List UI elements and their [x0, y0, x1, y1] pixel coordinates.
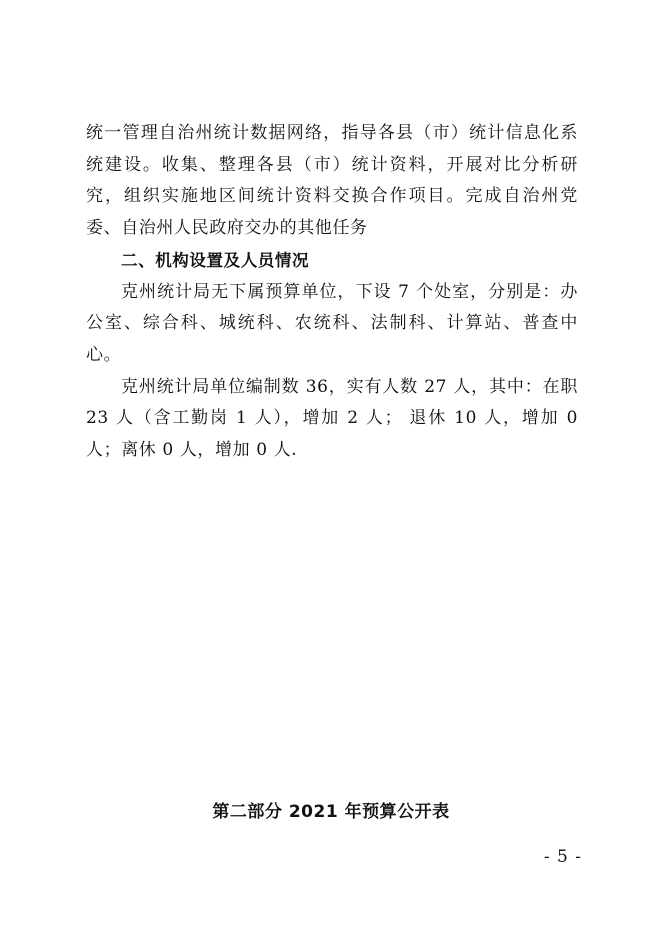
paragraph-organization: 克州统计局无下属预算单位，下设 7 个处室，分别是：办公室、综合科、城统科、农统科、法制科、计算站、普查中心。 — [86, 281, 578, 365]
section-heading: 二、机构设置及人员情况 — [121, 250, 310, 270]
part-title: 第二部分 2021 年预算公开表 — [212, 802, 450, 822]
body-text — [86, 118, 578, 467]
paragraph-staffing: 克州统计局单位编制数 36，实有人数 27 人，其中：在职 23 人（含工勤岗 1 人），增加 2 人； 退休 10 人，增加 0 人；离休 0 人，增加 0 人. — [86, 376, 578, 461]
page-number: - 5 - — [543, 847, 582, 867]
paragraph-duties-continued: 统一管理自治州统计数据网络，指导各县（市）统计信息化系统建设。收集、整理各县（市）统计资料，开展对比分析研究，组织实施地区间统计资料交换合作项目。完成自治州党委、自治州人民政府交办的其他任务 — [86, 123, 578, 239]
